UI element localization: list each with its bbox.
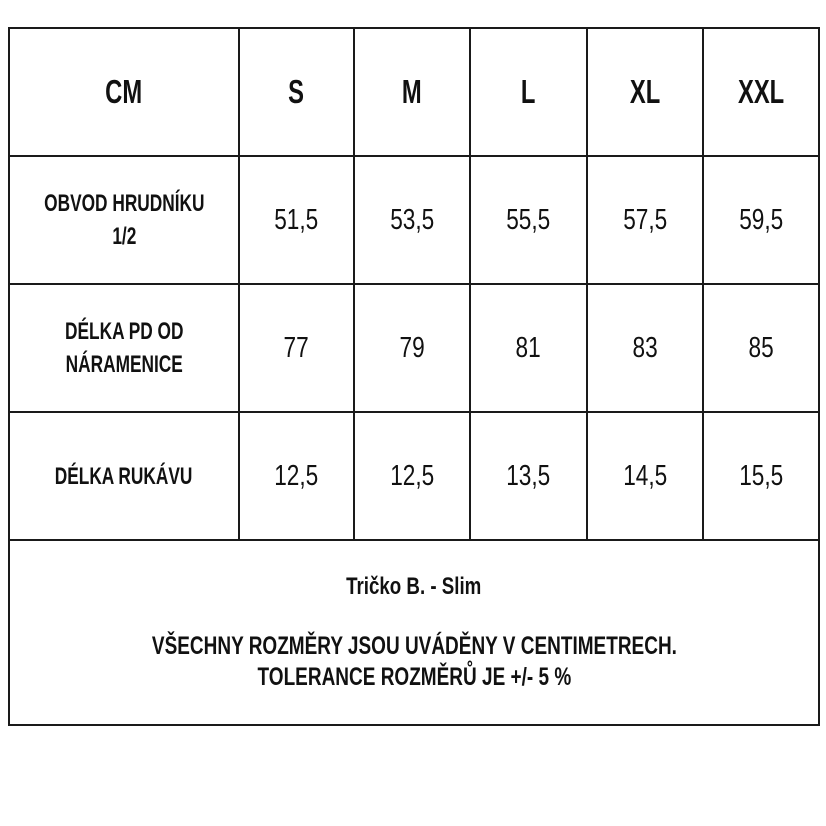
value-cell xyxy=(703,284,819,412)
value-cell xyxy=(354,284,470,412)
table-row xyxy=(9,284,819,412)
value: 51,5 xyxy=(274,203,319,236)
header-cell xyxy=(470,28,587,156)
value: 59,5 xyxy=(738,203,784,236)
value: 81 xyxy=(515,331,542,364)
value-cell xyxy=(239,284,354,412)
header-cell xyxy=(587,28,703,156)
header-size: M xyxy=(402,73,422,110)
value-cell xyxy=(703,412,819,540)
value-cell xyxy=(703,156,819,284)
row-label-cell xyxy=(9,412,239,540)
value: 79 xyxy=(399,331,425,364)
row-label-cell xyxy=(9,156,239,284)
row-label-cell xyxy=(9,284,239,412)
header-cell xyxy=(9,28,239,156)
table-row xyxy=(9,412,819,540)
value-cell xyxy=(470,284,587,412)
value-cell xyxy=(587,412,703,540)
size-chart-table xyxy=(8,27,820,726)
value: 13,5 xyxy=(506,459,551,492)
value-cell xyxy=(470,412,587,540)
header-size: XXL xyxy=(737,73,785,110)
header-row xyxy=(9,28,819,156)
header-cell xyxy=(354,28,470,156)
value: 57,5 xyxy=(622,203,668,236)
value-cell xyxy=(239,156,354,284)
value: 14,5 xyxy=(622,459,668,492)
measurement-note: VŠECHNY ROZMĚRY JSOU UVÁDĚNY V CENTIMETRECH. xyxy=(151,631,677,660)
header-size: XL xyxy=(629,73,661,110)
header-cell xyxy=(239,28,354,156)
tolerance-note: TOLERANCE ROZMĚRŮ JE +/- 5 % xyxy=(257,662,571,691)
value-cell xyxy=(587,156,703,284)
value-cell xyxy=(239,412,354,540)
value: 83 xyxy=(632,331,658,364)
value-cell xyxy=(470,156,587,284)
value-cell xyxy=(587,284,703,412)
value: 15,5 xyxy=(738,459,784,492)
product-name: Tričko B. - Slim xyxy=(346,572,482,600)
value-cell xyxy=(354,156,470,284)
value: 12,5 xyxy=(274,459,319,492)
value: 12,5 xyxy=(389,459,435,492)
value: 55,5 xyxy=(506,203,551,236)
header-cell xyxy=(703,28,819,156)
value: 77 xyxy=(283,331,310,364)
table-row xyxy=(9,156,819,284)
row-label: DÉLKA PD OD NÁRAMENICE xyxy=(64,318,184,378)
header-size: L xyxy=(521,73,536,110)
value-cell xyxy=(354,412,470,540)
header-size: S xyxy=(288,73,305,110)
value: 53,5 xyxy=(389,203,435,236)
footer-row xyxy=(9,540,819,725)
row-label: DÉLKA RUKÁVU xyxy=(55,462,193,490)
footer-cell xyxy=(9,540,819,725)
header-unit: CM xyxy=(105,73,143,110)
value: 85 xyxy=(748,331,774,364)
row-label: OBVOD HRUDNÍKU 1/2 xyxy=(43,190,205,250)
